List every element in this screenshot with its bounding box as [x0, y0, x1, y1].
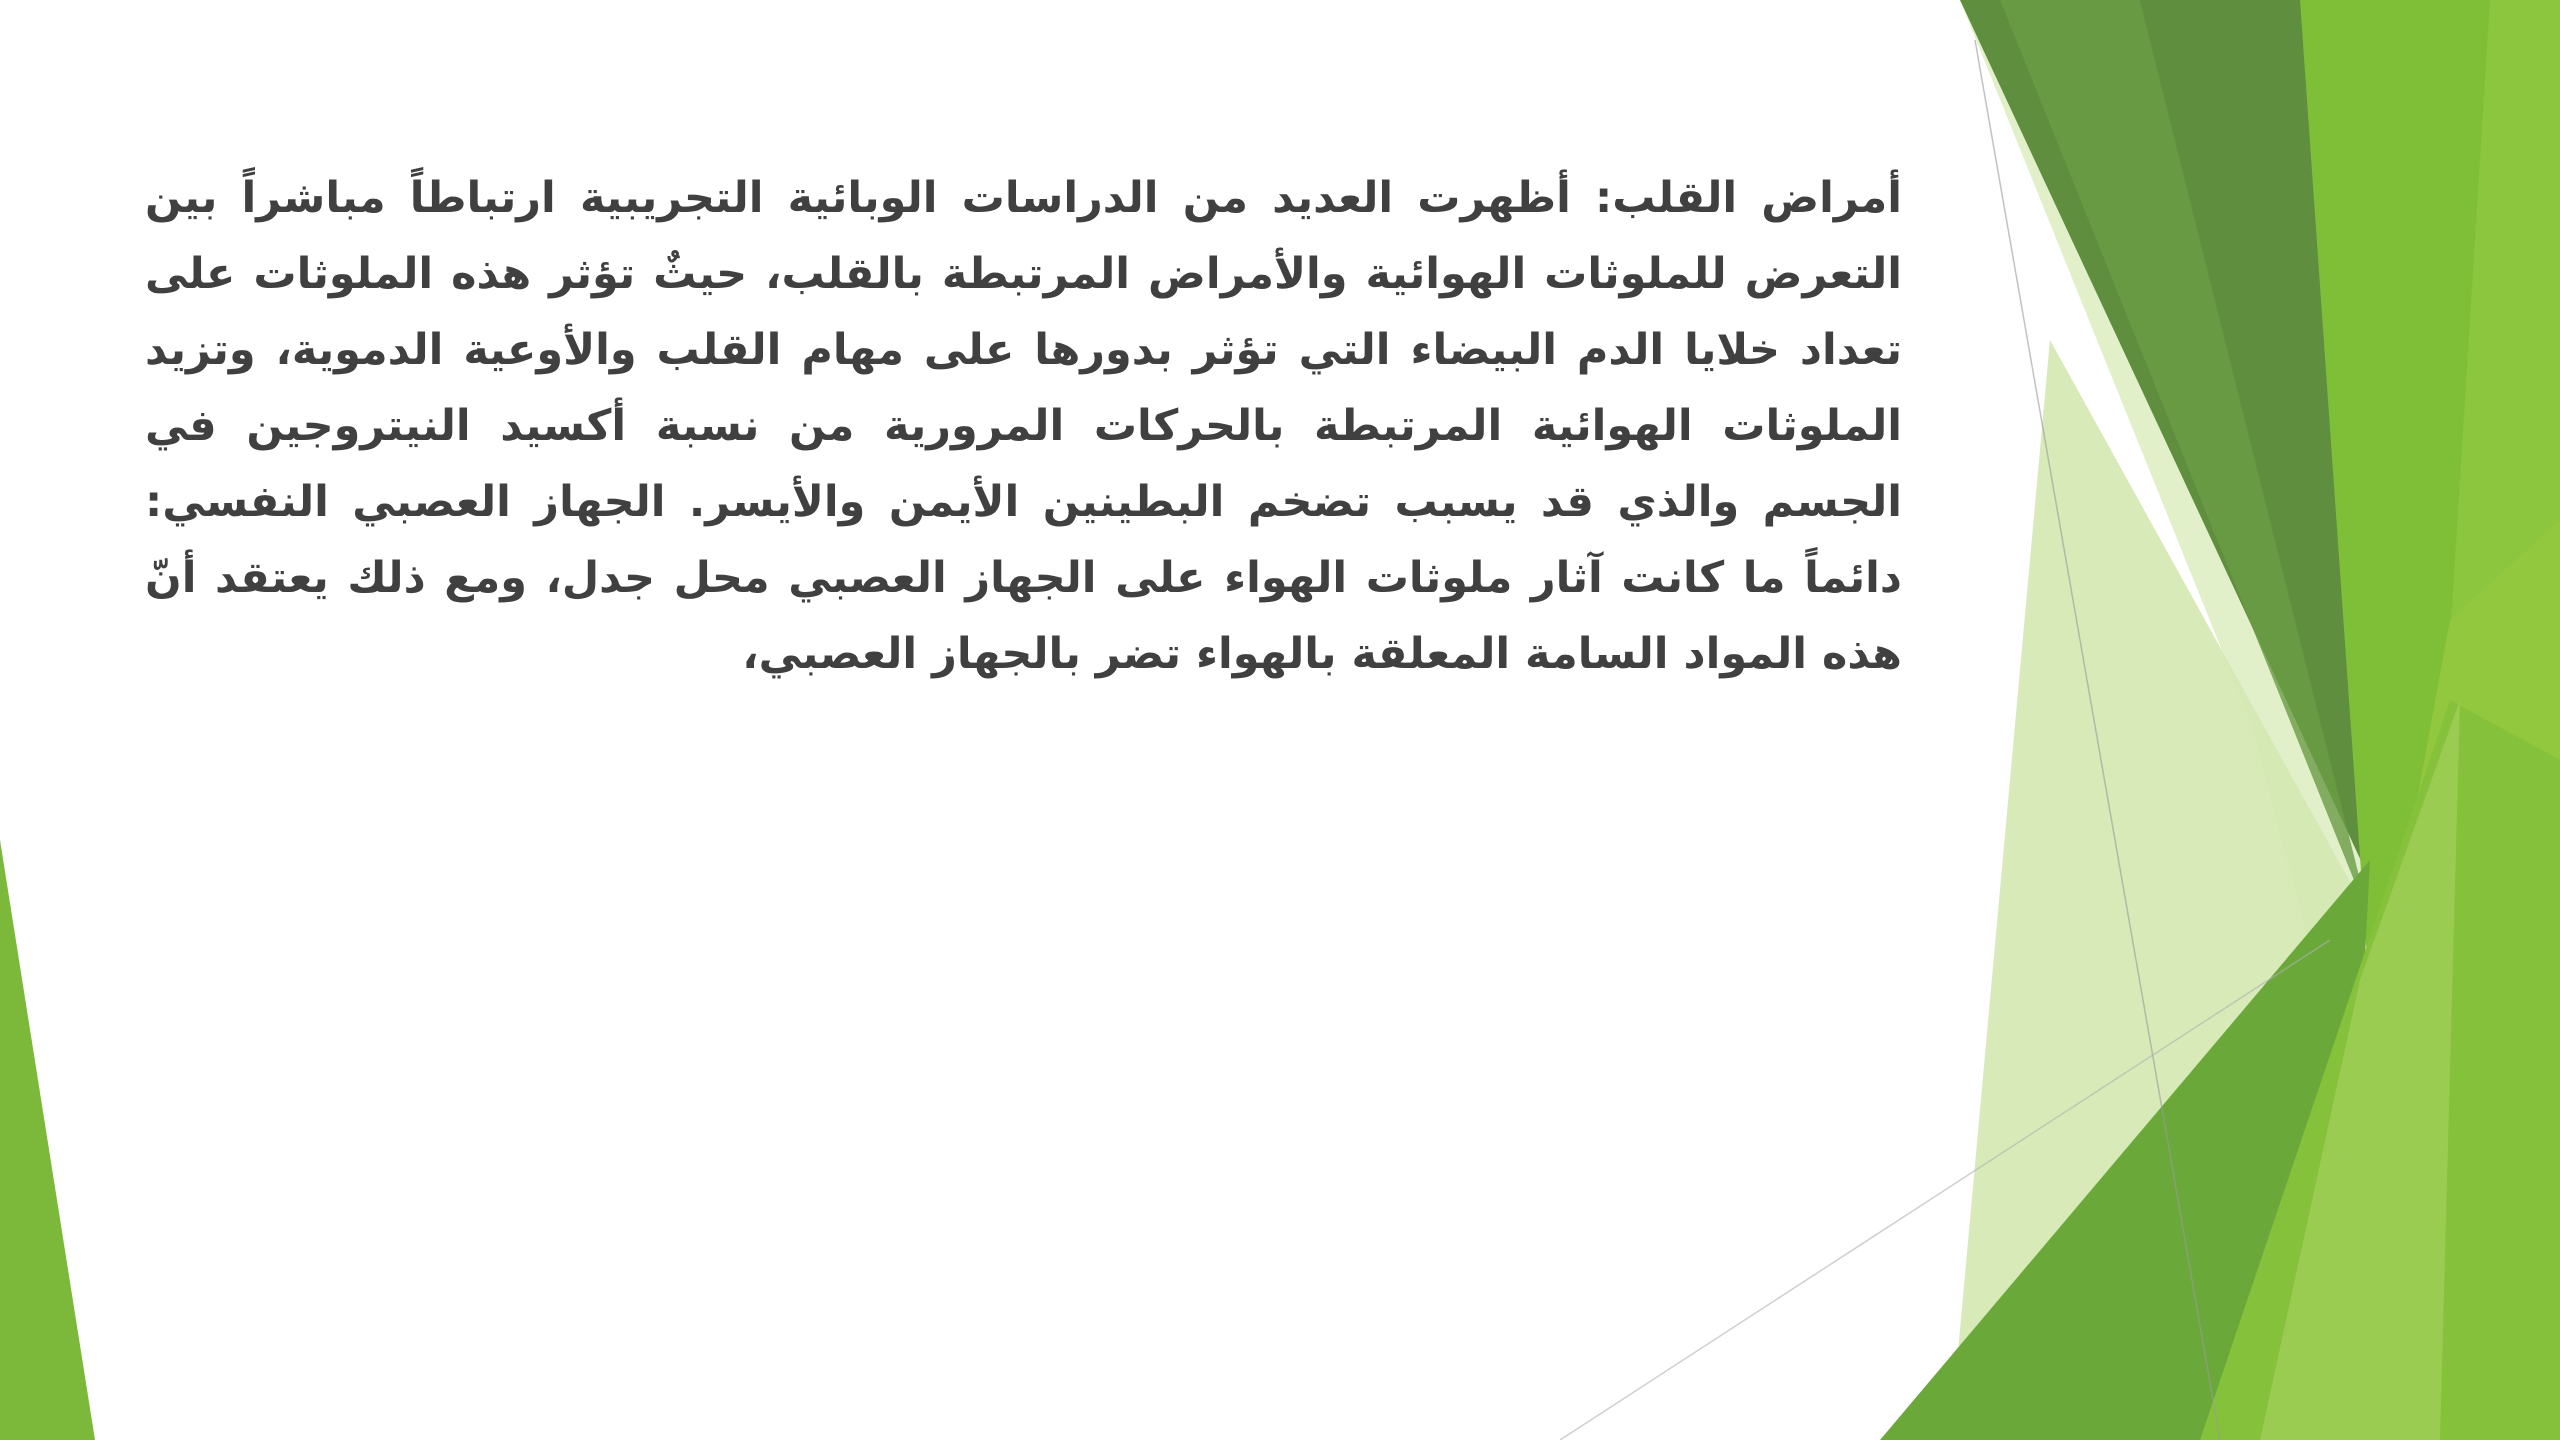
left-green-facet	[0, 840, 95, 1440]
slide-body-text: أمراض القلب: أظهرت العديد من الدراسات الوبائية التجريبية ارتباطاً مباشراً بين التعرض للملوثات الهوائية والأمراض المرتبطة بالقلب، حيثٌ تؤثر هذه الملوثات على تعداد خلايا الدم البيضاء التي تؤثر بدورها على مهام القلب والأوعية الدموية، وتزيد الملوثات الهوائية المرتبطة بالحركات المرورية من نسبة أكسيد النيتروجين في الجسم والذي قد يسبب تضخم البطينين الأيمن والأيسر. الجهاز العصبي النفسي: دائماً ما كانت آثار ملوثات الهواء على الجهاز العصبي محل جدل، ومع ذلك يعتقد أنّ هذه المواد السامة المعلقة بالهواء تضر بالجهاز العصبي،	[145, 173, 1902, 679]
